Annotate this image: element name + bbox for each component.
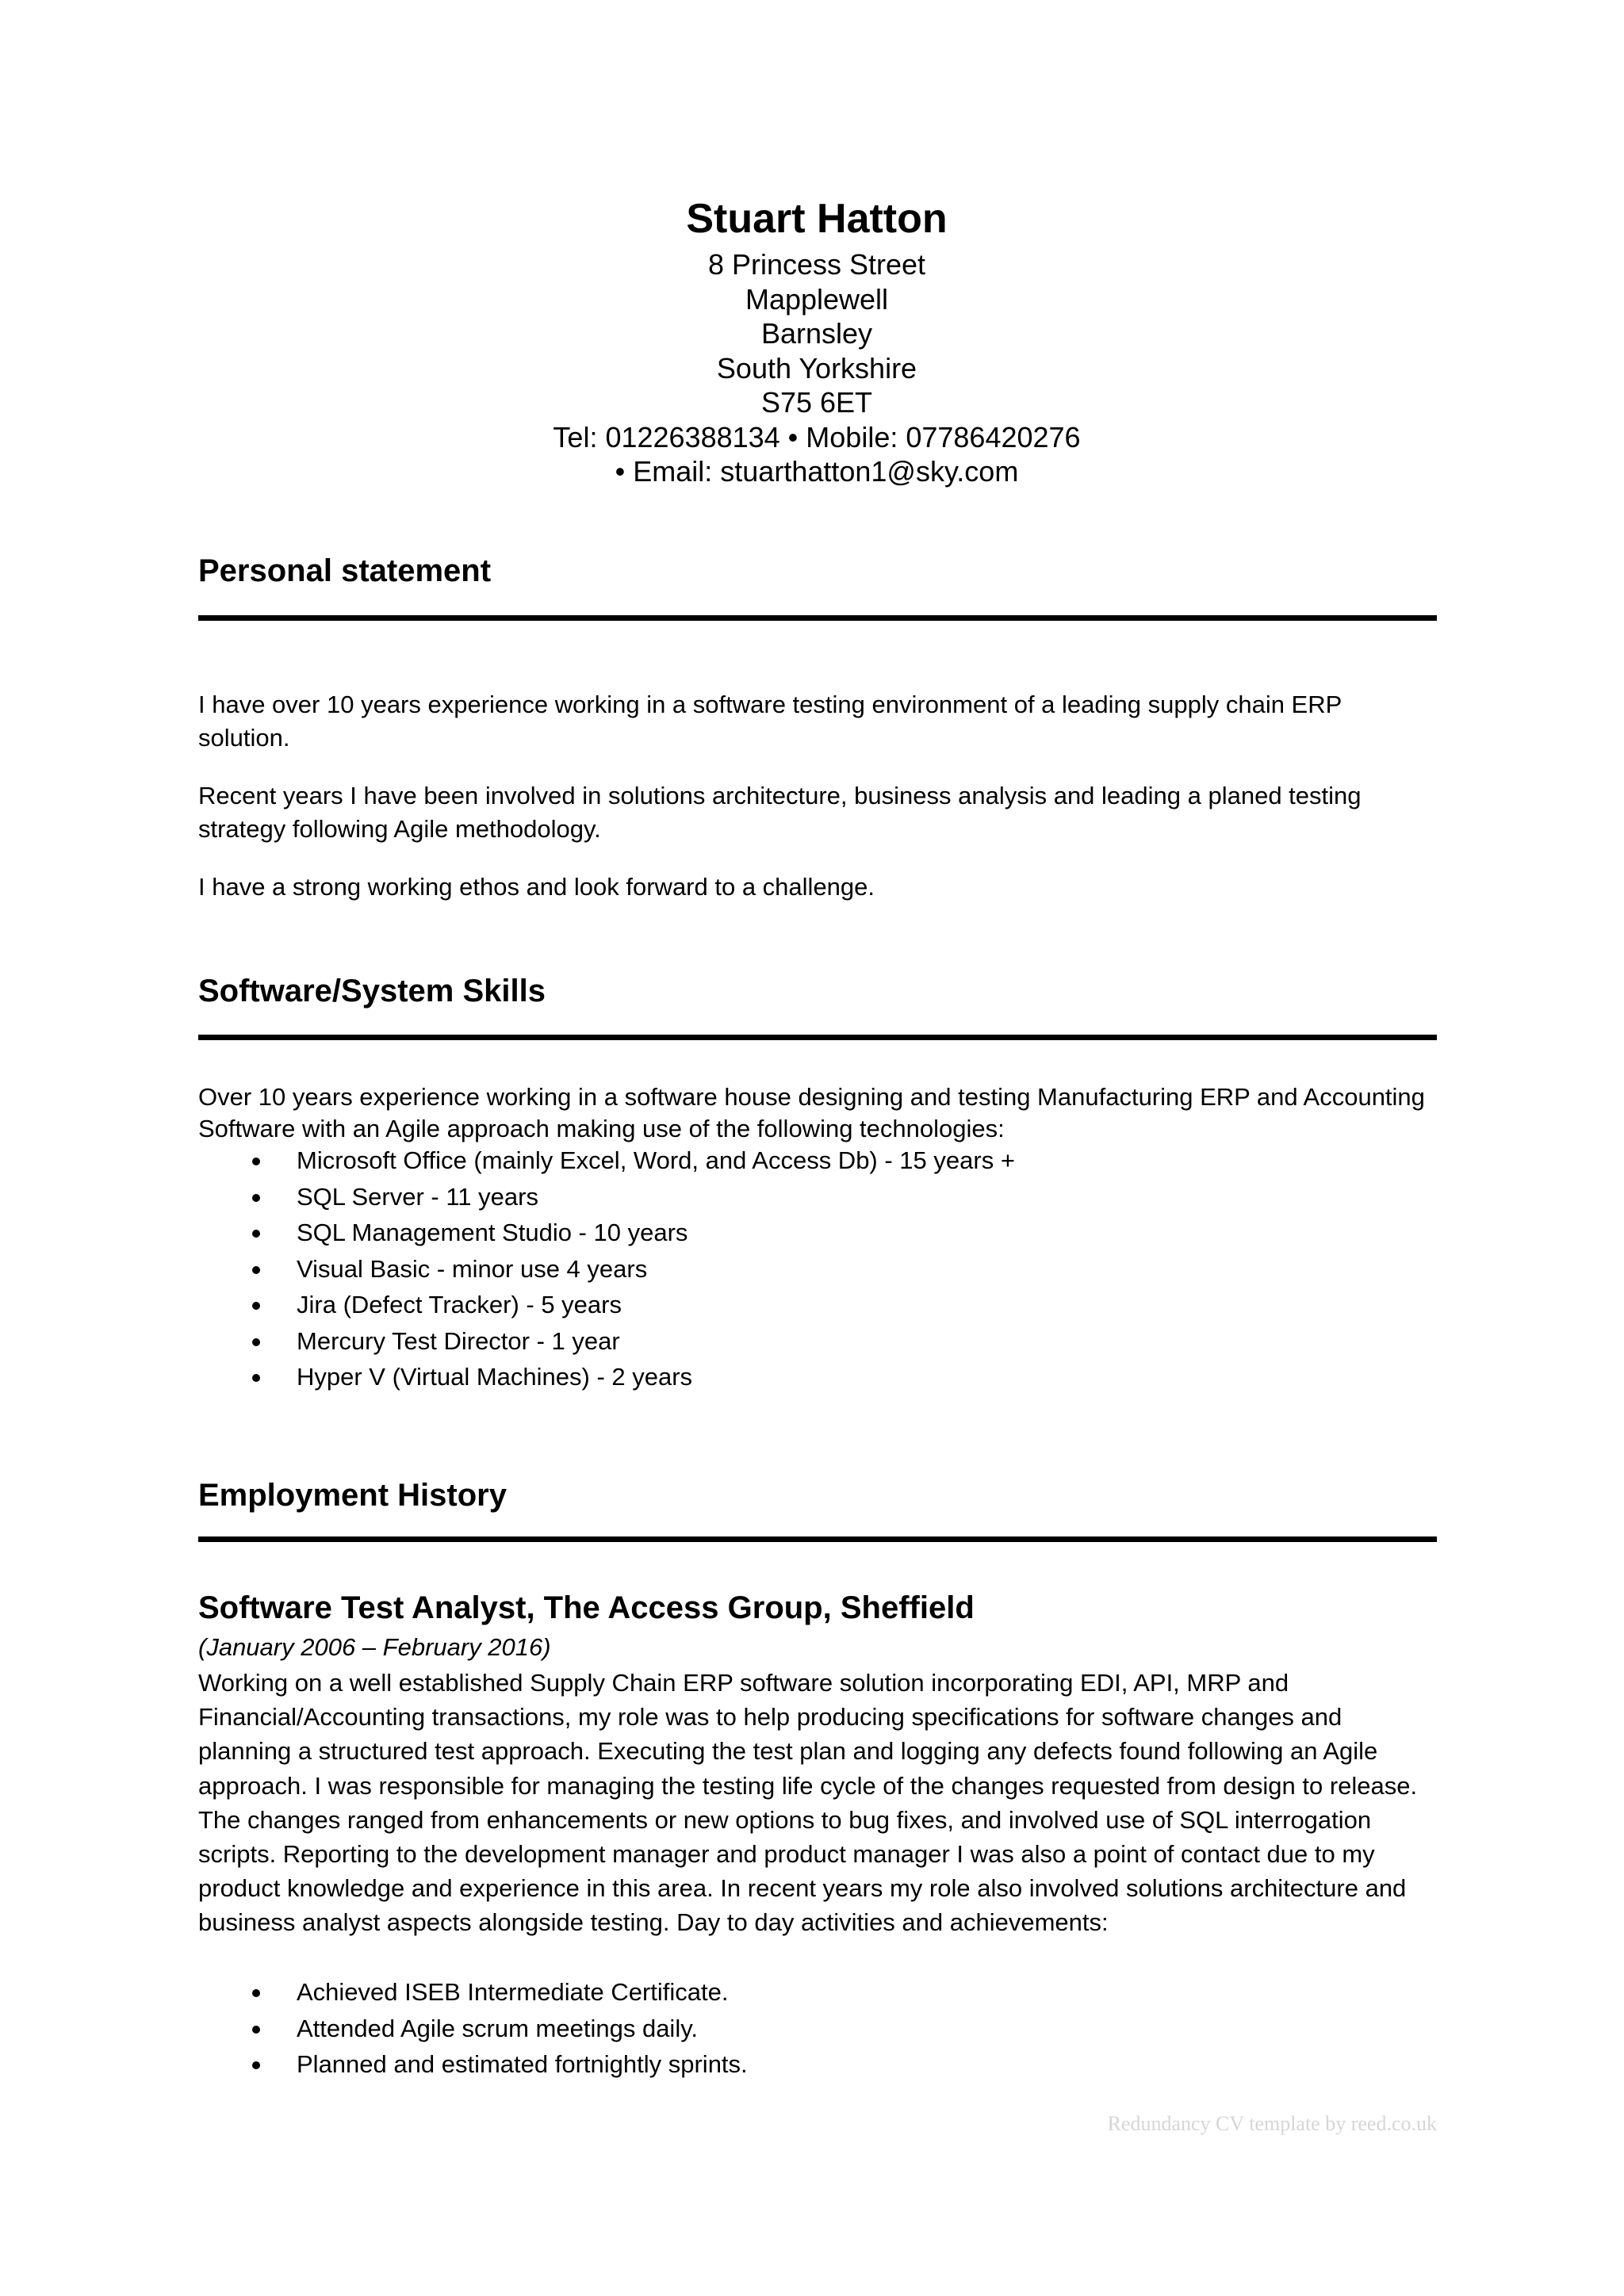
personal-statement-heading: Personal statement xyxy=(198,553,492,588)
list-item xyxy=(198,1359,1435,1395)
bullet-icon xyxy=(252,1194,260,1202)
section-divider xyxy=(198,1035,1437,1040)
address-line-county: South Yorkshire xyxy=(716,351,917,385)
bullet-icon xyxy=(252,1374,260,1382)
employment-heading: Employment History xyxy=(198,1478,507,1513)
list-item xyxy=(198,1215,1435,1251)
section-divider xyxy=(198,615,1437,621)
candidate-name: Stuart Hatton xyxy=(686,196,948,242)
list-item xyxy=(198,2046,1435,2083)
achievements-list xyxy=(198,1974,1435,2083)
achievement-text: Attended Agile scrum meetings daily. xyxy=(297,2014,699,2042)
bullet-icon xyxy=(252,1266,260,1274)
skill-text: Jira (Defect Tracker) - 5 years xyxy=(297,1291,622,1318)
bullet-icon xyxy=(252,1338,260,1346)
skill-text: Mercury Test Director - 1 year xyxy=(297,1326,620,1355)
list-item xyxy=(198,1323,1435,1360)
bullet-icon xyxy=(252,1230,260,1238)
address-line-town: Barnsley xyxy=(760,317,873,350)
personal-statement-paragraph: Recent years I have been involved in solutions architecture, business analysis and leading a planed testing strategy following Agile methodology. xyxy=(198,782,1362,843)
cv-header xyxy=(198,190,1435,489)
personal-statement-paragraph: I have a strong working ethos and look forward to a challenge. xyxy=(198,873,875,901)
job-dates: (January 2006 – February 2016) xyxy=(198,1633,551,1661)
list-item xyxy=(198,1287,1435,1323)
list-item xyxy=(198,1974,1435,2011)
achievement-text: Planned and estimated fortnightly sprints. xyxy=(297,2050,748,2078)
bullet-icon xyxy=(252,1302,260,1310)
footer-watermark: Redundancy CV template by reed.co.uk xyxy=(1107,2112,1437,2135)
list-item xyxy=(198,2011,1435,2047)
skill-text: SQL Management Studio - 10 years xyxy=(297,1219,688,1246)
skill-text: Hyper V (Virtual Machines) - 2 years xyxy=(297,1363,693,1391)
skill-text: SQL Server - 11 years xyxy=(297,1182,538,1211)
address-line-street: 8 Princess Street xyxy=(707,248,926,281)
section-divider xyxy=(198,1536,1437,1542)
achievement-text: Achieved ISEB Intermediate Certificate. xyxy=(297,1978,729,2006)
bullet-icon xyxy=(252,1158,260,1165)
address-line-village: Mapplewell xyxy=(745,282,889,316)
list-item xyxy=(198,1251,1435,1288)
skills-intro: Over 10 years experience working in a software house designing and testing Manufacturing ERP and Accounting Software with an Agile approach making use of the following technologies: xyxy=(198,1083,1425,1142)
bullet-icon xyxy=(252,2026,260,2034)
address-line-postcode: S75 6ET xyxy=(760,386,873,419)
job-description: Working on a well established Supply Chain ERP software solution incorporating EDI, API, MRP and Financial/Accounting transactions, my role was to help producing specifications for software changes and planning a structured test approach. Executing the test plan and logging any defects found following an Agile approach. I was responsible for managing the testing life cycle of the changes requested from design to release. The changes ranged from enhancements or new options to bug fixes, and involved use of SQL interrogation scripts. Reporting to the development manager and product manager I was also a point of contact due to my product knowledge and experience in this area. In recent years my role also involved solutions architecture and business analyst aspects alongside testing. Day to day activities and achievements: xyxy=(198,1669,1418,1937)
personal-statement-paragraph: I have over 10 years experience working in a software testing environment of a leading supply chain ERP solution. xyxy=(198,691,1342,752)
skills-list xyxy=(198,1142,1435,1395)
list-item xyxy=(198,1142,1435,1179)
skills-heading: Software/System Skills xyxy=(198,974,546,1008)
skill-text: Visual Basic - minor use 4 years xyxy=(297,1254,648,1283)
list-item xyxy=(198,1179,1435,1215)
contact-phone-line: Tel: 01226388134 • Mobile: 07786420276 xyxy=(553,420,1081,453)
contact-email-line: • Email: stuarthatton1@sky.com xyxy=(615,455,1019,488)
bullet-icon xyxy=(252,2061,260,2069)
job-title: Software Test Analyst, The Access Group, Sheffield xyxy=(198,1590,975,1625)
bullet-icon xyxy=(252,1989,260,1997)
skill-text: Microsoft Office (mainly Excel, Word, and Access Db) - 15 years + xyxy=(297,1146,1015,1174)
